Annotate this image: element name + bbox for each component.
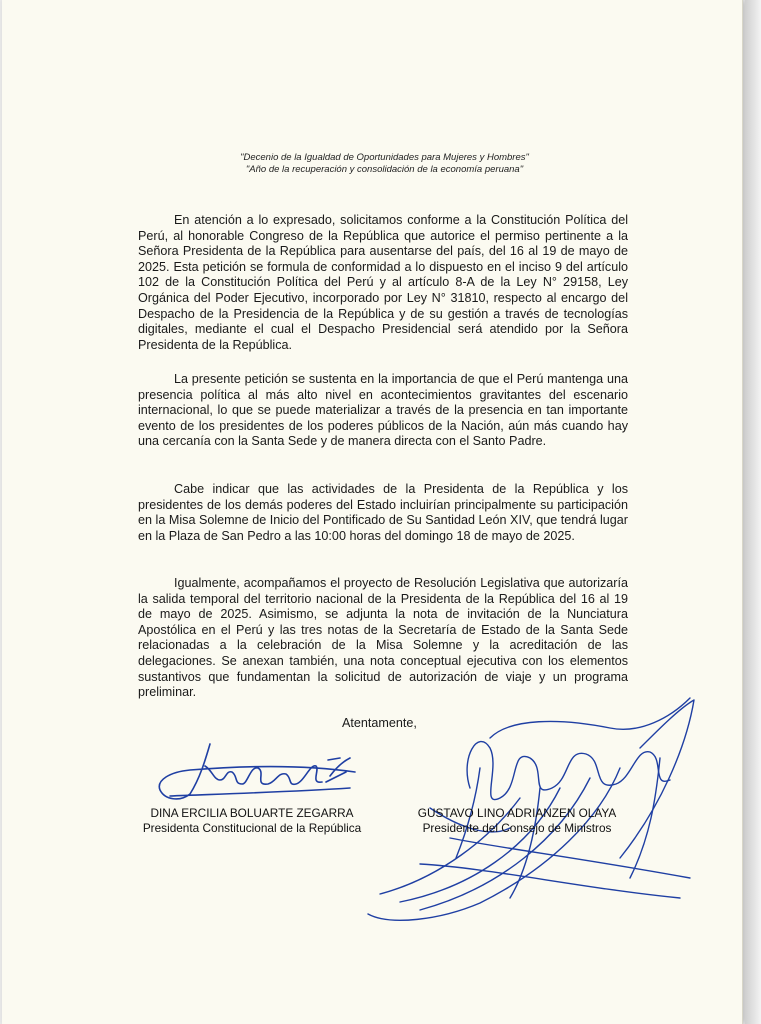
signatory-left: [132, 806, 372, 836]
body-paragraph-1: En atención a lo expresado, solicitamos conforme a la Constitución Política del Perú, al honorable Congreso de la República que autorice el permiso pertinente a la Señora Presidenta de la República para ausentarse del país, del 16 al 19 de mayo de 2025. Esta petición se formula de conformidad a lo dispuesto en el inciso 9 del artículo 102 de la Constitución Política del Perú y al artículo 8-A de la Ley N° 29158, Ley Orgánica del Poder Ejecutivo, incorporado por Ley N° 31810, respecto al encargo del Despacho de la Presidencia de la República y de su gestión a través de tecnologías digitales, mediante el cual el Despacho Presidencial será atendido por la Señora Presidenta de la República.: [138, 213, 628, 352]
signatory-right-title: Presidente del Consejo de Ministros: [422, 821, 612, 835]
signatory-right: [392, 806, 642, 836]
signatory-left-name: DINA ERCILIA BOLUARTE ZEGARRA: [150, 806, 354, 820]
signature-left-image: [150, 736, 365, 806]
header-mottos: [0, 152, 761, 176]
signatory-left-title: Presidenta Constitucional de la República: [142, 821, 362, 835]
body-paragraph-4: Igualmente, acompañamos el proyecto de Resolución Legislativa que autorizaría la salida temporal del territorio nacional de la Presidenta de la República del 16 al 19 de mayo de 2025. Asimismo, se adjunta la nota de invitación de la Nunciatura Apostólica en el Perú y las tres notas de la Secretaría de Estado de la Santa Sede relacionadas a la celebración de la Misa Solemne y la acreditación de las delegaciones. Se anexan también, una nota conceptual ejecutiva con los elementos sustantivos que fundamentan la solicitud de autorización de viaje y un programa preliminar.: [138, 576, 628, 700]
body-paragraph-3: Cabe indicar que las actividades de la Presidenta de la República y los presidentes de los demás poderes del Estado incluirían principalmente su participación en la Misa Solemne de Inicio del Pontificado de Su Santidad León XIV, que tendrá lugar en la Plaza de San Pedro a las 10:00 horas del domingo 18 de mayo de 2025.: [138, 482, 628, 543]
motto-line-2: "Año de la recuperación y consolidación de la economía peruana": [245, 164, 524, 175]
closing-salutation: Atentamente,: [342, 716, 417, 730]
signatory-right-name: GUSTAVO LINO ADRIANZEN OLAYA: [417, 806, 617, 820]
motto-line-1: "Decenio de la Igualdad de Oportunidades para Mujeres y Hombres": [240, 152, 529, 163]
body-paragraph-2: La presente petición se sustenta en la importancia de que el Perú mantenga una presencia política al más alto nivel en acontecimientos gravitantes del escenario internacional, lo que se puede materializar a través de la presencia en tan importante evento de los presidentes de los poderes públicos de la Nación, aún más cuando hay una cercanía con la Santa Sede y de manera directa con el Santo Padre.: [138, 372, 628, 449]
